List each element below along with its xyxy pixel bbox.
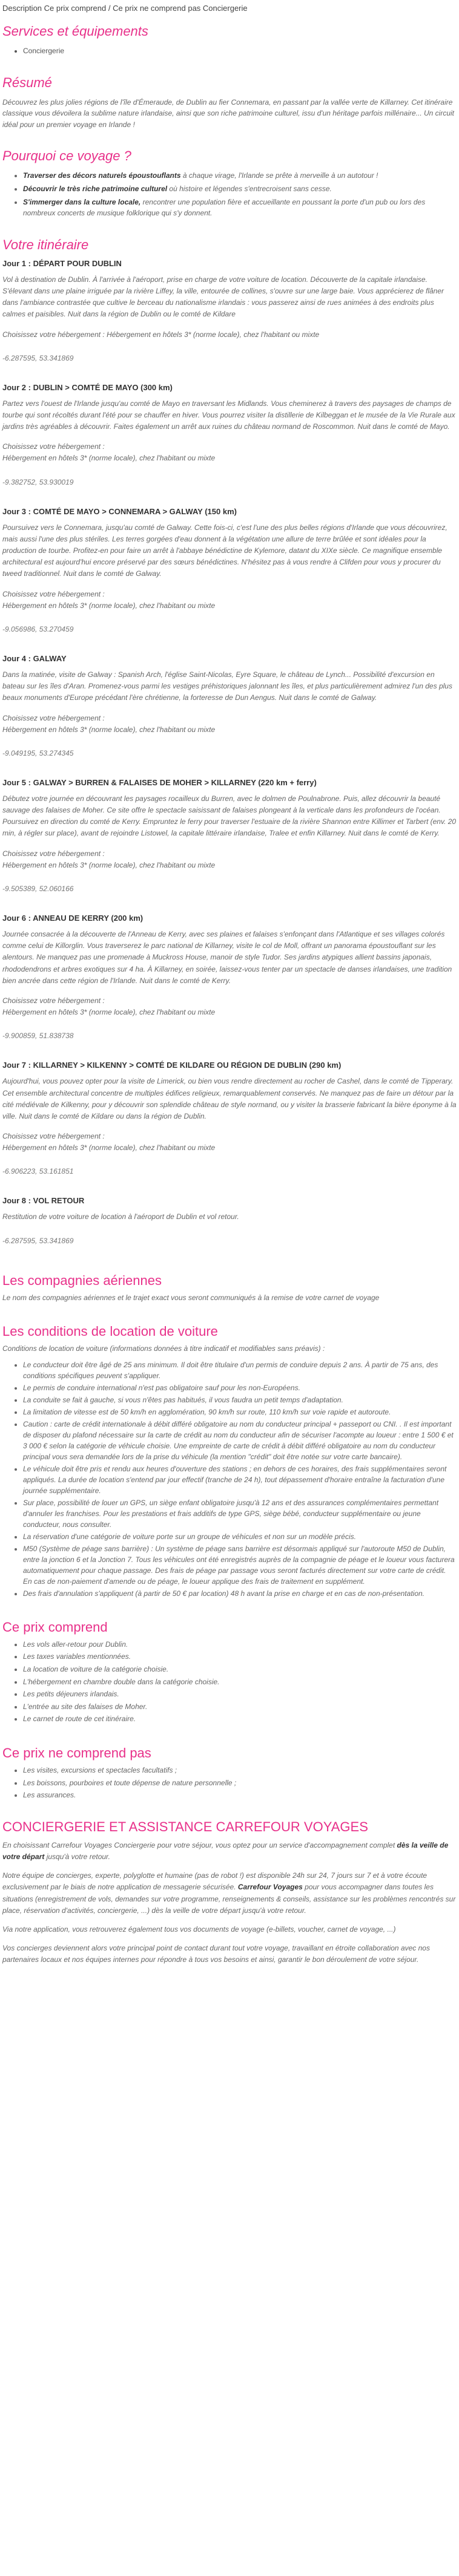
itinerary-day — [2, 1061, 457, 1175]
day-title: Jour 8 : VOL RETOUR — [2, 1196, 85, 1206]
why-item-text: rencontrer une population fière et accueillante en poussant la porte d'un pub ou lors des nombreux concerts de musique folklorique qui s'y donnent. — [23, 197, 426, 218]
day-title: Jour 1 : DÉPART POUR DUBLIN — [2, 258, 122, 268]
includes-list — [2, 1639, 457, 1725]
includes-item: • L'entrée au site des falaises de Moher. — [23, 1701, 457, 1713]
includes-item: • Les petits déjeuners irlandais. — [23, 1688, 457, 1700]
itinerary-day — [2, 1196, 457, 1244]
rental-condition-item: • Le permis de conduire international n'est pas obligatoire sauf pour les non-Européens. — [23, 1382, 457, 1393]
day-title: Jour 2 : DUBLIN > COMTÉ DE MAYO (300 km) — [2, 382, 173, 392]
resume-title: Résumé — [2, 74, 52, 90]
day-title: Jour 3 : COMTÉ DE MAYO > CONNEMARA > GALWAY (150 km) — [2, 506, 237, 516]
why-item — [23, 170, 457, 181]
rental-list — [2, 1359, 457, 1599]
day-description: Vol à destination de Dublin. À l'arrivée à l'aéroport, prise en charge de votre voiture de location. Découverte de la capitale irlandaise. S'élevant dans une plaine irriguée par la rivière Liffey, la ville, entourée de collines, s'ouvre sur une large baie. Vous apprécierez de flâner dans l'ambiance contrastée que cultive le berceau du nationalisme irlandais : vous passerez ainsi de rues animées à des endroits plus calmes et paisibles. Nuit dans la région de Dublin ou le comté de Kildare — [2, 275, 444, 319]
day-coordinates: -9.900859, 51.838738 — [2, 1031, 74, 1041]
itinerary-day — [2, 654, 457, 757]
itinerary-day — [2, 507, 457, 633]
day-description: Partez vers l'ouest de l'Irlande jusqu'au comté de Mayo en traversant les Midlands. Vous cheminerez à travers des paysages de champs de tourbe qui sont récoltés durant l'été pour se chauffer en hiver. Vous pourrez visiter la distillerie de Kilbeggan et le musée de la Vie Rurale aux jardins très agréables à découvrir. Faites également un arrêt aux ruines du château normand de Roscommon. Nuit dans le comté de Mayo. — [2, 399, 455, 431]
services-title: Services et équipements — [2, 24, 148, 39]
concierge-paragraph — [2, 1870, 457, 1917]
excludes-item: • Les assurances. — [23, 1790, 457, 1801]
rental-condition-item: • Sur place, possibilité de louer un GPS, un siège enfant obligatoire jusqu'à 12 ans et des assurances complémentaires permettant d'annuler les franchises. Pour les prestations et frais additifs de type GPS, siège bébé, conducteur supplémentaire ou jeune conducteur, nous consulter. — [23, 1497, 457, 1530]
airlines-title: Les compagnies aériennes — [2, 1272, 162, 1288]
concierge-section — [2, 1840, 457, 1966]
day-coordinates: -9.505389, 52.060166 — [2, 884, 74, 893]
concierge-text: pour vous accompagner dans toutes les situations (enregistrement de vols, demandes sur votre programme, renseignements & conseils, assistance sur les problèmes rencontrés sur place, réservation d'activités, conciergerie, ...) dès la veille de votre départ jusqu'à votre retour. — [2, 1883, 456, 1915]
excludes-list — [2, 1765, 457, 1801]
accommodation-choice: Choisissez votre hébergement : Hébergement en hôtels 3* (norme locale), chez l'habitant ou mixte — [2, 1132, 216, 1152]
concierge-text: jusqu'à votre retour. — [44, 1852, 110, 1861]
excludes-item: • Les boissons, pourboires et toute dépense de nature personnelle ; — [23, 1777, 457, 1789]
rental-title: Les conditions de location de voiture — [2, 1324, 218, 1339]
day-description: Dans la matinée, visite de Galway : Spanish Arch, l'église Saint-Nicolas, Eyre Square, le château de Lynch... Possibilité d'excursion en bateau sur les îles d'Aran. Promenez-vous parmi les vestiges préhistoriques jalonnant les îles, et plus particulièrement admirez l'un des plus beaux monuments d'Europe précédant l'ère chrétienne, la forteresse de Dun Aengus. Nuit dans le comté de Galway. — [2, 670, 452, 702]
itinerary-day — [2, 383, 457, 486]
rental-condition-item: • La réservation d'une catégorie de voiture porte sur un groupe de véhicules et non sur un modèle précis. — [23, 1531, 457, 1542]
day-description: Restitution de votre voiture de location à l'aéroport de Dublin et vol retour. — [2, 1212, 239, 1221]
rental-condition-item: • Des frais d'annulation s'appliquent (à partir de 50 € par location) 48 h avant la prise en charge et en cas de non-présentation. — [23, 1588, 457, 1599]
resume-text: Découvrez les plus jolies régions de l'île d'Émeraude, de Dublin au fier Connemara, en passant par la vallée verte de Killarney. Cet itinéraire classique vous dévoilera la sublime nature irlandaise, ainsi que son riche patrimoine culturel, issu d'un héritage parfois millénaire... Un circuit idéal pour un premier voyage en Irlande ! — [2, 97, 454, 129]
services-list — [2, 45, 457, 57]
rental-condition-item: • La limitation de vitesse est de 50 km/h en agglomération, 90 km/h sur route, 110 km/h sur voie rapide et autoroute. — [23, 1407, 457, 1417]
rental-condition-item: • Le conducteur doit être âgé de 25 ans minimum. Il doit être titulaire d'un permis de conduire depuis 2 ans. À partir de 75 ans, des conditions spécifiques peuvent s'appliquer. — [23, 1359, 457, 1381]
rental-condition-item: • Le véhicule doit être pris et rendu aux heures d'ouverture des stations ; en dehors de ces horaires, des frais supplémentaires seront appliqués. La durée de location s'entend par jour effectif (tranche de 24 h), tout dépassement d'horaire entraîne la facturation d'une journée supplémentaire. — [23, 1463, 457, 1496]
includes-title: Ce prix comprend — [2, 1619, 108, 1635]
itinerary-days — [2, 259, 457, 1245]
rental-intro: Conditions de location de voiture (informations données à titre indicatif et modifiables sans préavis) : — [2, 1344, 325, 1353]
why-item-bold: Traverser des décors naturels époustouflants — [23, 171, 181, 180]
itinerary-day — [2, 914, 457, 1040]
concierge-text: En choisissant Carrefour Voyages Conciergerie pour votre séjour, vous optez pour un service d'accompagnement complet — [2, 1840, 397, 1849]
why-item — [23, 197, 457, 219]
services-item: • Conciergerie — [23, 45, 457, 57]
concierge-paragraph: Vos concierges deviennent alors votre principal point de contact durant tout votre voyage, travaillant en étroite collaboration avec nos partenaires locaux et nos équipes internes pour répondre à tous vos besoins et ainsi, garantir le bon déroulement de votre séjour. — [2, 1944, 430, 1964]
accommodation-choice: Choisissez votre hébergement : Hébergement en hôtels 3* (norme locale), chez l'habitant ou mixte — [2, 442, 216, 463]
day-coordinates: -9.049195, 53.274345 — [2, 748, 74, 757]
includes-item: • Le carnet de route de cet itinéraire. — [23, 1713, 457, 1725]
why-item — [23, 183, 457, 195]
day-description: Poursuivez vers le Connemara, jusqu'au comté de Galway. Cette fois-ci, c'est l'une des plus belles régions d'Irlande que vous découvrirez, mais aussi l'une des plus stériles. Les terres gorgées d'eau donnent à la végétation une allure de terre brûlée et sont idéales pour la production de tourbe. Profitez-en pour faire un arrêt à l'abbaye bénédictine de Kylemore, datant du XIXe siècle. Ce magnifique ensemble architectural est aujourd'hui encore préservé par des sœurs bénédictines. N'hésitez pas à vous rendre à Clifden pour vous y procurer du tweed traditionnel. Nuit dans le comté de Galway. — [2, 523, 447, 578]
accommodation-choice: Choisissez votre hébergement : Hébergement en hôtels 3* (norme locale), chez l'habitant ou mixte — [2, 330, 320, 339]
includes-item: • L'hébergement en chambre double dans la catégorie choisie. — [23, 1676, 457, 1688]
day-title: Jour 6 : ANNEAU DE KERRY (200 km) — [2, 914, 144, 923]
itinerary-title: Votre itinéraire — [2, 237, 89, 252]
day-coordinates: -6.287595, 53.341869 — [2, 353, 74, 362]
day-coordinates: -6.906223, 53.161851 — [2, 1167, 74, 1176]
includes-item: • Les vols aller-retour pour Dublin. — [23, 1639, 457, 1650]
accommodation-choice: Choisissez votre hébergement : Hébergement en hôtels 3* (norme locale), chez l'habitant ou mixte — [2, 996, 216, 1017]
accommodation-choice: Choisissez votre hébergement : Hébergement en hôtels 3* (norme locale), chez l'habitant ou mixte — [2, 589, 216, 610]
excludes-item: • Les visites, excursions et spectacles facultatifs ; — [23, 1765, 457, 1776]
why-item-text: à chaque virage, l'Irlande se prête à merveille à un autotour ! — [180, 171, 378, 180]
includes-item: • Les taxes variables mentionnées. — [23, 1651, 457, 1662]
why-list — [2, 170, 457, 218]
concierge-brand: Carrefour Voyages — [237, 1883, 303, 1892]
accommodation-choice: Choisissez votre hébergement : Hébergement en hôtels 3* (norme locale), chez l'habitant ou mixte — [2, 849, 216, 869]
excludes-title: Ce prix ne comprend pas — [2, 1745, 151, 1760]
day-coordinates: -9.382752, 53.930019 — [2, 477, 74, 486]
concierge-paragraph — [2, 1840, 457, 1863]
breadcrumb: Description Ce prix comprend / Ce prix ne comprend pas Conciergerie — [2, 4, 248, 13]
why-item-text: où histoire et légendes s'entrecroisent sans cesse. — [167, 184, 332, 193]
concierge-emphasis: dès la veille de votre départ — [2, 1840, 449, 1861]
accommodation-choice: Choisissez votre hébergement : Hébergement en hôtels 3* (norme locale), chez l'habitant ou mixte — [2, 713, 216, 734]
day-title: Jour 4 : GALWAY — [2, 653, 67, 663]
concierge-text: Notre équipe de concierges, experte, polyglotte et humaine (pas de robot !) est disponible 24h sur 24, 7 jours sur 7 et à votre écoute exclusivement par le biais de notre application de messagerie sécurisée. — [2, 1871, 428, 1892]
day-description: Journée consacrée à la découverte de l'Anneau de Kerry, avec ses plaines et falaises s'enfonçant dans l'Atlantique et ses villages colorés comme celui de Killorglin. Vous traverserez le parc national de Killarney, visite le col de Moll, offrant un panorama époustouflant sur les alentours. Ne manquez pas une promenade à Muckross House, manoir de style Tudor. Ses jardins atypiques allient bassins japonais, rhododendrons et arbres exotiques sur 4 ha. À Killarney, en soirée, laissez-vous tenter par un spectacle de danses irlandaises, une tradition bien ancrée dans cette région de l'Irlande. Nuit dans le comté de Kerry. — [2, 930, 452, 985]
concierge-title: CONCIERGERIE ET ASSISTANCE CARREFOUR VOYAGES — [2, 1819, 368, 1834]
day-title: Jour 5 : GALWAY > BURREN & FALAISES DE MOHER > KILLARNEY (220 km + ferry) — [2, 777, 317, 787]
why-title: Pourquoi ce voyage ? — [2, 148, 131, 164]
rental-condition-item: • M50 (Système de péage sans barrière) : Un système de péage sans barrière est désormais appliqué sur l'autoroute M50 de Dublin, entre la jonction 6 et la Jonction 7. Tous les véhicules ont été enregistrés auprès de la compagnie de péage et le loueur vous facturera automatiquement pour chaque passage. Des frais de péage par passage vous seront facturés directement sur votre carte de crédit. En cas de non-paiement d'amende ou de péage, le loueur applique des frais de traitement en supplément. — [23, 1543, 457, 1587]
itinerary-day — [2, 259, 457, 362]
day-coordinates: -9.056986, 53.270459 — [2, 624, 74, 633]
day-description: Aujourd'hui, vous pouvez opter pour la visite de Limerick, ou bien vous rendre directement au rocher de Cashel, dans le comté de Tipperary. Cet ensemble architectural concentre de multiples édifices religieux, remarquablement conservés. Ne manquez pas de faire un détour par la cité médiévale de Kilkenny, pour y découvrir son splendide château de style normand, ou y visiter la brasserie fabricant la bière éponyme à la ville. Nuit dans le comté de Kildare ou dans la région de Dublin. — [2, 1077, 457, 1120]
day-description: Débutez votre journée en découvrant les paysages rocailleux du Burren, avec le dolmen de Poulnabrone. Puis, allez découvrir la beauté sauvage des falaises de Moher. Ce site offre le spectacle saisissant de falaises plongeant à la verticale dans les profondeurs de l'océan. Poursuivez en direction du comté de Kerry. Empruntez le ferry pour traverser l'estuaire de la rivière Shannon entre Killimer et Tarbert (env. 20 min, à régler sur place), avant de rejoindre Listowel, la capitale littéraire irlandaise, Tralee et enfin Killarney. Nuit dans le comté de Kerry. — [2, 794, 457, 838]
rental-condition-item: • La conduite se fait à gauche, si vous n'êtes pas habitués, il vous faudra un petit temps d'adaptation. — [23, 1394, 457, 1405]
includes-item: • La location de voiture de la catégorie choisie. — [23, 1664, 457, 1675]
why-item-bold: S'immerger dans la culture locale, — [23, 197, 141, 206]
concierge-paragraph: Via notre application, vous retrouverez également tous vos documents de voyage (e-billets, voucher, carnet de voyage, ...) — [2, 1924, 396, 1934]
day-coordinates: -6.287595, 53.341869 — [2, 1236, 74, 1245]
rental-condition-item: • Caution : carte de crédit internationale à débit différé obligatoire au nom du conducteur principal + passeport ou CNI. . Il est important de disposer du plafond nécessaire sur la carte de crédit au nom du conducteur afin de sécuriser l'acompte au loueur : entre 1 500 € et 3 000 € selon la catégorie de véhicule choisie. Une empreinte de carte de crédit à débit différé obligatoire au nom du conducteur principal vous sera demandée lors de la prise du véhicule (la mention "crédit" doit être notée sur votre carte bancaire). — [23, 1419, 457, 1462]
why-item-bold: Découvrir le très riche patrimoine culturel — [23, 184, 168, 193]
itinerary-day — [2, 778, 457, 893]
airlines-text: Le nom des compagnies aériennes et le trajet exact vous seront communiqués à la remise de votre carnet de voyage — [2, 1293, 380, 1302]
day-title: Jour 7 : KILLARNEY > KILKENNY > COMTÉ DE KILDARE OU RÉGION DE DUBLIN (290 km) — [2, 1061, 342, 1070]
